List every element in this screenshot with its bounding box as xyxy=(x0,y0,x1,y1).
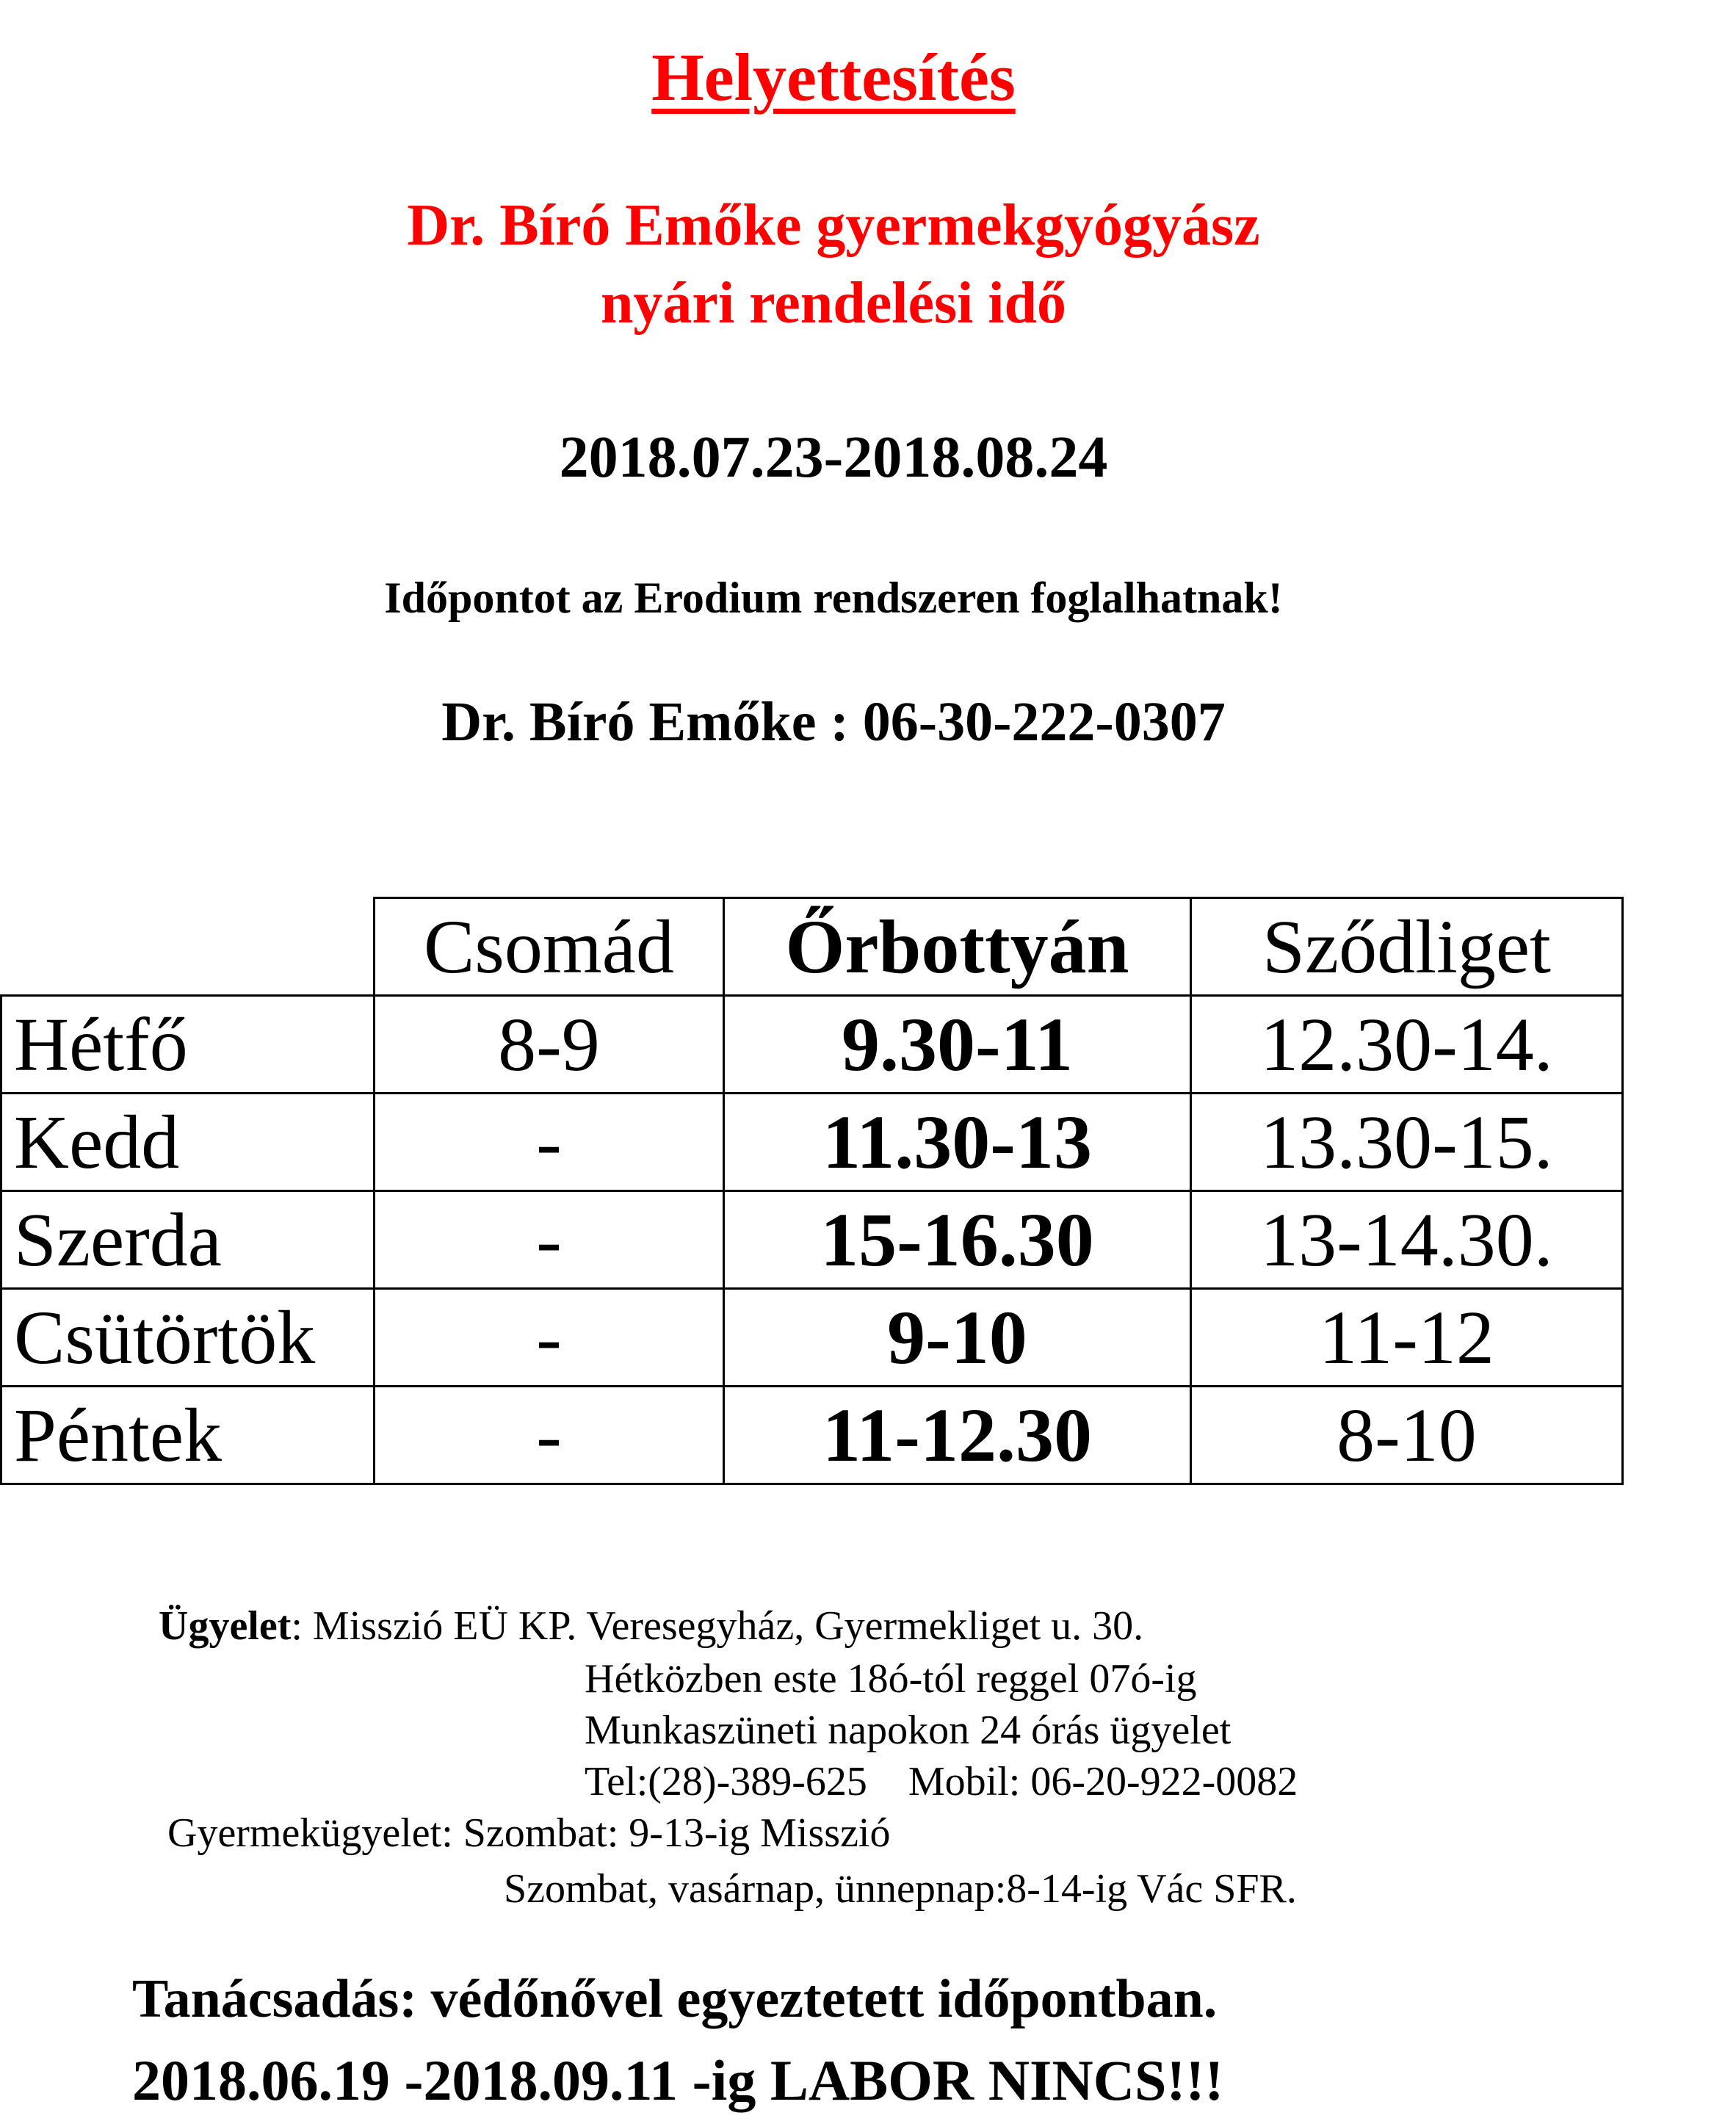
csomad-cell: - xyxy=(375,1387,724,1484)
summer-hours-subtitle: nyári rendelési idő xyxy=(600,271,1067,336)
csomad-cell: 8-9 xyxy=(375,996,724,1094)
table-row xyxy=(1,1094,1623,1191)
child-duty-line-2: Szombat, vasárnap, ünnepnap:8-14-ig Vác SFR. xyxy=(504,1866,1297,1912)
csomad-cell: - xyxy=(375,1094,724,1191)
date-period: 2018.07.23-2018.08.24 xyxy=(559,425,1108,490)
table-row xyxy=(1,996,1623,1094)
table-row xyxy=(1,1387,1623,1484)
column-header-orbottyan: Őrbottyán xyxy=(724,898,1191,996)
schedule-table xyxy=(0,897,1624,1485)
duty-label: Ügyelet xyxy=(159,1603,292,1649)
doctor-phone: Dr. Bíró Emőke : 06-30-222-0307 xyxy=(441,691,1226,753)
szodliget-cell: 13-14.30. xyxy=(1191,1191,1623,1289)
orbottyan-cell: 9.30-11 xyxy=(724,996,1191,1094)
day-cell: Hétfő xyxy=(1,996,375,1094)
orbottyan-cell: 11-12.30 xyxy=(724,1387,1191,1484)
table-header-row xyxy=(1,898,1623,996)
column-header-csomad: Csomád xyxy=(375,898,724,996)
csomad-cell: - xyxy=(375,1289,724,1387)
day-cell: Péntek xyxy=(1,1387,375,1484)
table-corner xyxy=(1,898,375,996)
duty-line-3: Munkaszüneti napokon 24 órás ügyelet xyxy=(585,1708,1232,1753)
duty-line-1 xyxy=(159,1605,1143,1647)
lab-notice: 2018.06.19 -2018.09.11 -ig LABOR NINCS!!! xyxy=(132,2048,1224,2112)
duty-line-2: Hétközben este 18ó-tól reggel 07ó-ig xyxy=(585,1656,1197,1702)
duty-address: : Misszió EÜ KP. Veresegyház, Gyermekliget u. 30. xyxy=(291,1603,1144,1649)
consultation-note: Tanácsadás: védőnővel egyeztetett időpontban. xyxy=(132,1969,1218,2029)
page-title: Helyettesítés xyxy=(651,40,1016,115)
duty-phone-line: Tel:(28)-389-625 Mobil: 06-20-922-0082 xyxy=(585,1759,1298,1804)
szodliget-cell: 11-12 xyxy=(1191,1289,1623,1387)
day-cell: Csütörtök xyxy=(1,1289,375,1387)
orbottyan-cell: 15-16.30 xyxy=(724,1191,1191,1289)
orbottyan-cell: 11.30-13 xyxy=(724,1094,1191,1191)
doctor-subtitle: Dr. Bíró Emőke gyermekgyógyász xyxy=(407,193,1260,258)
orbottyan-cell: 9-10 xyxy=(724,1289,1191,1387)
column-header-szodliget: Sződliget xyxy=(1191,898,1623,996)
booking-note: Időpontot az Erodium rendszeren foglalhatnak! xyxy=(384,574,1283,622)
child-duty-line-1: Gyermekügyelet: Szombat: 9-13-ig Misszió xyxy=(167,1810,891,1856)
szodliget-cell: 13.30-15. xyxy=(1191,1094,1623,1191)
day-cell: Kedd xyxy=(1,1094,375,1191)
table-row xyxy=(1,1191,1623,1289)
szodliget-cell: 12.30-14. xyxy=(1191,996,1623,1094)
table-row xyxy=(1,1289,1623,1387)
csomad-cell: - xyxy=(375,1191,724,1289)
szodliget-cell: 8-10 xyxy=(1191,1387,1623,1484)
day-cell: Szerda xyxy=(1,1191,375,1289)
